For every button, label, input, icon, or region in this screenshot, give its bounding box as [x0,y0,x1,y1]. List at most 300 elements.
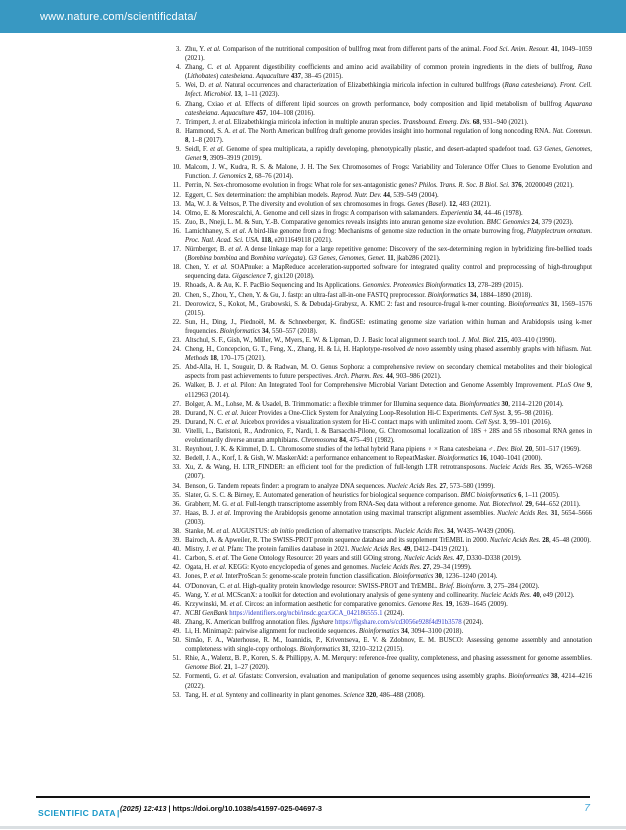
reference-number: 38. [172,527,181,535]
reference-item [168,300,592,318]
volume-number: 3 [487,582,491,590]
italic-text: Bioinformatics [508,673,549,681]
italic-text: Front. Cell. Infect. Microbiol. [185,82,592,99]
reference-number: 12. [172,191,181,199]
italic-text: Bioinformatics [508,300,549,308]
reference-number: 5. [175,82,181,90]
volume-number: 24 [531,218,539,226]
volume-number: 7 [267,273,271,281]
italic-text: de novo [407,346,429,354]
italic-text: et al. [216,527,230,535]
volume-number: 29 [525,500,533,508]
reference-text: Xu, Z. & Wang, H. LTR_FINDER: an efficient tool for the prediction of full-length LTR retrotransposons. Nucleic Acids Res. 35, W265–W268 (2007). [185,464,592,481]
italic-text: et al. [230,500,244,508]
reference-text: Benson, G. Tandem repeats finder: a program to analyze DNA sequences. Nucleic Acids Res. 27, 573–580 (1999). [185,482,495,490]
volume-number: 12 [449,200,456,208]
italic-text: Proc. Natl. Acad. Sci. USA. [185,236,260,244]
italic-text: Science [343,691,365,699]
reference-text: Ma, W. J. & Veltsos, P. The diversity and evolution of sex chromosomes in frogs. Genes (Basel). 12, 483 (2021). [185,200,491,208]
volume-number: 13 [234,91,242,99]
italic-text: et al. [212,564,227,572]
volume-number: 34 [474,209,481,217]
reference-number: 13. [172,200,181,208]
reference-item [168,145,592,163]
reference-item [168,563,592,572]
reference-number: 29. [172,418,181,426]
reference-text: Vitelli, L., Batistoni, R., Andronico, F., Nardi, I. & Barsacchi-Pilone, G. Chromosomal localization of 18S + 28S and 5S ribosomal RNA genes in evolutionarily diverse anuran amphibians. Chromosoma 84, 475–491 (1982). [185,427,592,445]
reference-text: Wei, D. et al. Natural occurrences and characterization of Elizabethkingia miricola infection in cultured bullfrogs (Rana catesbeiana). Front. Cell. Infect. Microbiol. 13, 1–11 (2023). [185,82,592,99]
reference-number: 6. [175,100,181,108]
italic-text: Bombina bombina [187,255,238,263]
reference-number: 23. [172,337,181,344]
italic-text: Bioinformatics [437,455,479,463]
italic-text: et al. [211,591,225,599]
reference-text: Olmo, E. & Morescalchi, A. Genome and cell sizes in frogs: A comparison with salamanders. Experientia 34, 44–46 (1978). [185,209,523,217]
volume-number: 457 [255,109,267,117]
reference-item [168,609,592,618]
volume-number: 376 [511,182,522,190]
reference-number: 18. [172,264,181,272]
reference-number: 32. [172,455,181,463]
volume-number: 27 [439,482,447,490]
bottom-edge-strip [0,826,626,829]
reference-number: 30. [172,427,181,435]
italic-text: Nucleic Acids Res. [394,527,446,535]
volume-number: 118 [261,236,272,244]
volume-number: 16 [479,455,487,463]
reference-item [168,591,592,600]
italic-text: Aquaculture [255,73,290,81]
italic-text: Nat. Methods [185,346,592,363]
volume-number: 34 [446,527,454,535]
reference-item [168,500,592,509]
italic-text: et al. [225,418,239,426]
italic-text: Bioinformatics [427,291,469,299]
volume-number: 34 [261,327,269,335]
italic-text: Genome Res. [407,600,444,608]
citation-volume: (2025) 12:413 [120,804,167,813]
site-url: www.nature.com/scientificdata/ [40,10,198,23]
volume-number: 28 [542,537,550,545]
italic-text: BMC Genomics [486,218,530,226]
reference-text: Hammond, S. A. et al. The North American bullfrog draft genome provides insight into hormonal regulation of long noncoding RNA. Nat. Commun. 8, 1–8 (2017). [185,127,592,144]
italic-text: Nucleic Acids Res. [489,537,541,545]
reference-text: Bairoch, A. & Apweiler, R. The SWISS-PROT protein sequence database and its supplement TrEMBL in 2000. Nucleic Acids Res. 28, 45–48 (2000). [185,537,591,545]
volume-number: 30 [435,573,442,581]
reference-text: Reynhout, J. K. & Kimmel, D. L. Chromosome studies of the lethal hybrid Rana pipiens ♀ × Rana catesbeiana ♂. Dev. Biol. 20, 501–517 (1969). [185,446,581,454]
italic-text: Nucleic Acids Res. [403,555,455,563]
reference-text: Altschul, S. F., Gish, W., Miller, W., Myers, E. W. & Lipman, D. J. Basic local alignment search tool. J. Mol. Biol. 215, 403–410 (1990). [185,337,557,344]
reference-number: 44. [172,582,181,590]
reference-item [168,281,592,290]
italic-text: et al. [225,409,239,417]
reference-item [168,245,592,263]
reference-number: 53. [172,691,181,699]
reference-text: Perrin, N. Sex-chromosome evolution in frogs: What role for sex-antagonistic genes? Philos. Trans. R. Soc. B Biol. Sci. 376, 20200049 (2021). [185,182,574,190]
volume-number: 18 [210,355,217,363]
reference-item [168,191,592,200]
reference-text: Chen, S., Zhou, Y., Chen, Y. & Gu, J. fastp: an ultra-fast all-in-one FASTQ preprocessor. Bioinformatics 34, 1884–1890 (2018). [185,291,533,299]
reference-item [168,100,592,118]
reference-text: Eggert, C. Sex determination: the amphibian models. Reprod. Nutr. Dev. 44, 539–549 (2004). [185,191,439,199]
italic-text: Nucleic Acids Res. [489,464,542,472]
volume-number: 44 [385,373,393,381]
reference-number: 43. [172,573,181,581]
volume-number: 40 [532,591,540,599]
italic-text: et al. [209,573,224,581]
italic-text: NCBI GenBank [185,609,228,617]
reference-item [168,336,592,345]
reference-text: Durand, N. C. et al. Juicebox provides a visualization system for Hi-C contact maps with unlimited zoom. Cell Syst. 3, 99–101 (2016). [185,418,552,426]
italic-text: et al. [217,509,232,517]
reference-text: Seidl, F. et al. Genome of spea multiplicata, a rapidly developing, phenotypically plastic, and desert-adapted spadefoot toad. G3 Genes, Genomes, Genet 9, 3909–3919 (2019). [185,146,592,163]
reference-link[interactable]: https://identifiers.org/ncbi/insdc.gca:GCA_042186555.1 [229,609,383,617]
italic-text: et al. [206,46,221,53]
volume-number: 6 [518,491,522,499]
reference-number: 51. [172,655,181,663]
reference-item [168,400,592,409]
reference-item [168,509,592,527]
volume-number: 31 [550,300,558,308]
reference-number: 20. [172,291,181,299]
reference-text: Zhang, K. American bullfrog annotation files. figshare https://figshare.com/s/cd3056e928f4d91b3578 (2024). [185,618,484,626]
reference-text: Zuo, B., Nneji, L. M. & Sun, Y.-B. Comparative genomics reveals insights into anuran genome size evolution. BMC Genomics 24, 379 (2023). [185,218,574,226]
reference-text: O'Donovan, C. et al. High-quality protein knowledge resource: SWISS-PROT and TrEMBL. Brief. Bioinform. 3, 275–284 (2002). [185,582,540,590]
volume-number: 320 [365,691,377,699]
reference-number: 26. [172,382,181,390]
italic-text: Gigascience [232,273,266,281]
reference-text: Bedell, J. A., Korf, I. & Gish, W. MaskerAid: a performance enhancement to RepeatMasker. Bioinformatics 16, 1040–1041 (2000). [185,455,543,463]
reference-number: 47. [172,609,181,617]
reference-item [168,618,592,627]
reference-number: 15. [172,218,181,226]
journal-name: SCIENTIFIC DATA [38,808,116,818]
italic-text: Rana [577,64,592,72]
italic-text: Aquaculture [220,109,255,117]
reference-text: Cheng, H., Concepcion, G. T., Feng, X., Zhang, H. & Li, H. Haplotype-resolved de novo assembly using phased assembly graphs with hifiasm. Nat. Methods 18, 170–175 (2021). [185,346,592,363]
reference-text: Lamichhaney, S. et al. A bird-like genome from a frog: Mechanisms of genome size reduction in the ornate burrowing frog, Platyplectrum ornatum. Proc. Natl. Acad. Sci. USA. 118, e2011649118 (2021). [185,227,592,244]
italic-text: et al. [212,546,226,554]
reference-text: Nürnberger, B. et al. A dense linkage map for a large repetitive genome: Discovery of the sex-determining region in hybridizing fire-bellied toads (Bombina bombina and Bombina variegata). G3 Genes, Genomes, Genet. 11, jkab286 (2021). [185,246,592,263]
reference-number: 4. [175,64,181,72]
volume-number: 34 [469,291,477,299]
reference-item [168,63,592,81]
reference-number: 7. [175,118,181,126]
reference-text: Deorowicz, S., Kokot, M., Grabowski, S. & Debudaj-Grabysz, A. KMC 2: fast and resource-frugal k-mer counting. Bioinformatics 31, 1569–1576 (2015). [185,300,592,317]
reference-number: 10. [172,164,181,172]
reference-text: Walker, B. J. et al. Pilon: An Integrated Tool for Comprehensive Microbial Variant Detection and Genome Assembly Improvement. PLoS One 9, e112963 (2014). [185,382,592,399]
reference-number: 42. [172,564,181,572]
italic-text: catesbeiana [219,73,253,81]
reference-text: Rhoads, A. & Au, K. F. PacBio Sequencing and Its Applications. Genomics. Proteomics Bioinformatics 13, 278–289 (2015). [185,282,524,290]
italic-text: G3 Genes, Genomes, Genet [185,146,592,163]
reference-text: Sun, H., Ding, J., Piednoël, M. & Schneeberger, K. findGSE: estimating genome size variation within human and Arabidopsis using k-mer frequencies. Bioinformatics 34, 550–557 (2018). [185,318,592,335]
italic-text: Rana catesbeiana [504,82,554,90]
reference-item [168,527,592,536]
italic-text: Bioinformatics [219,327,261,335]
italic-text: et al. [232,127,247,135]
reference-item [168,381,592,399]
reference-text: NCBI GenBank https://identifiers.org/ncbi/insdc.gca:GCA_042186555.1 (2024). [185,609,405,617]
reference-number: 16. [172,227,181,235]
italic-text: Philos. Trans. R. Soc. B Biol. Sci. [418,182,510,190]
italic-text: Arch. Pharm. Res. [334,373,385,381]
italic-text: PLoS One [556,382,585,390]
reference-item [168,554,592,563]
reference-item [168,627,592,636]
italic-text: et al. [229,600,244,608]
reference-item [168,454,592,463]
citation-line [120,804,322,813]
italic-text: figshare [311,618,334,626]
reference-text: Abd-Alla, H. I., Souguir, D. & Radwan, M. O. Genus Sophora: a comprehensive review on secondary chemical metabolites and their biological aspects from past achievements to future perspectives. Arch. Pharm. Res. 44, 903–986 (2021). [185,364,592,381]
italic-text: Nucleic Acids Res. [497,509,549,517]
reference-item [168,45,592,63]
reference-item [168,263,592,281]
reference-text: Carbon, S. et al. The Gene Ontology Resource: 20 years and still GOing strong. Nucleic Acids Res. 47, D330–D338 (2019). [185,555,522,563]
reference-number: 39. [172,537,181,545]
reference-text: Krzywinski, M. et al. Circos: an information aesthetic for comparative genomics. Genome Res. 19, 1639–1645 (2009). [185,600,508,608]
reference-item [168,209,592,218]
volume-number: 31 [550,509,558,517]
italic-text: Genomics. Proteomics Bioinformatics [362,282,466,290]
reference-item [168,572,592,581]
reference-number: 41. [172,555,181,563]
reference-item [168,363,592,381]
reference-item [168,118,592,127]
reference-item [168,318,592,336]
volume-number: 44 [383,191,391,199]
volume-number: 8 [185,136,189,144]
italic-text: Brief. Bioinform. [439,582,486,590]
reference-text: Trimpert, J. et al. Elizabethkingia miricola infection in multiple anuran species. Transbound. Emerg. Dis. 68, 931–940 (2021). [185,118,529,126]
footer-divider [36,796,590,798]
reference-item [168,691,592,700]
volume-number: 47 [456,555,464,563]
italic-text: Food Sci. Anim. Resour. [482,46,550,53]
doi-link[interactable]: https://doi.org/10.1038/s41597-025-04697-3 [172,804,323,813]
reference-item [168,181,592,190]
reference-item [168,654,592,672]
italic-text: Transbound. Emerg. Dis. [402,118,472,126]
reference-item [168,491,592,500]
references-list [168,45,592,785]
reference-number: 50. [172,637,181,645]
reference-number: 35. [172,491,181,499]
italic-text: et al. [210,146,225,154]
reference-text: Malcom, J. W., Kudra, R. S. & Malone, J. H. The Sex Chromosomes of Frogs: Variability and Tolerance Offer Clues to Genome Evolution and Function. J. Genomics 2, 68–76 (2014). [185,164,592,181]
italic-text: Nucleic Acids Res. [370,564,422,572]
reference-text: Chen, Y. et al. SOAPnuke: a MapReduce acceleration-supported software for integrated quality control and preprocessing of high-throughput sequencing data. Gigascience 7, gix120 (2018). [185,264,592,281]
volume-number: 38 [550,673,558,681]
reference-text: Jones, P. et al. InterProScan 5: genome-scale protein function classification. Bioinformatics 30, 1236–1240 (2014). [185,573,498,581]
reference-text: Slater, G. S. C. & Birney, E. Automated generation of heuristics for biological sequence comparison. BMC bioinformatics 6, 1–11 (2005). [185,491,560,499]
volume-number: 27 [422,564,430,572]
volume-number: 13 [467,282,475,290]
reference-text: Li, H. Minimap2: pairwise alignment for nucleotide sequences. Bioinformatics 34, 3094–3100 (2018). [185,628,464,635]
reference-item [168,427,592,445]
reference-item [168,200,592,209]
italic-text: et al. [215,555,230,563]
reference-item [168,545,592,554]
reference-number: 17. [172,246,181,254]
reference-number: 46. [172,600,181,608]
volume-number: 3 [507,409,512,417]
reference-text: Tang, H. et al. Synteny and collinearity in plant genomes. Science 320, 486–488 (2008). [185,691,425,699]
italic-text: et al. [212,264,228,272]
italic-text: Aquarana catesbeiana [185,100,592,117]
italic-text: et al. [210,691,224,699]
reference-number: 21. [172,300,181,308]
italic-text: et al. [222,673,237,681]
italic-text: Nucleic Acids Res. [351,546,402,554]
page-footer [38,803,590,819]
reference-number: 22. [172,318,181,326]
italic-text: Dev. Biol. [496,446,524,454]
italic-text: Experientia [440,209,473,217]
reference-text: Stanke, M. et al. AUGUSTUS: ab initio prediction of alternative transcripts. Nucleic Acids Res. 34, W435–W439 (2006). [185,527,515,535]
italic-text: Nucleic Acids Res. [480,591,532,599]
italic-text: Bioinformatics [393,573,434,581]
reference-text: Durand, N. C. et al. Juicer Provides a One-Click System for Analyzing Loop-Resolution Hi-C Experiments. Cell Syst. 3, 95–98 (2016). [185,409,553,417]
volume-number: 84 [339,437,346,445]
italic-text: Nat. Commun. [552,127,592,135]
italic-text: J. Genomics [212,173,247,181]
italic-text: ab initio [271,527,294,535]
volume-number: 41 [551,46,558,53]
reference-item [168,291,592,300]
reference-text: Zhang, Cxiao et al. Effects of different lipid sources on growth performance, body composition and lipid metabolism of bullfrog Aquarana catesbeiana. Aquaculture 457, 104–108 (2016). [185,100,592,117]
italic-text: Lithobates [187,73,216,81]
volume-number: 3 [502,418,507,426]
volume-number: 437 [290,73,302,81]
reference-item [168,218,592,227]
reference-number: 24. [172,346,181,354]
italic-text: Chromosoma [301,437,338,445]
reference-text: Simão, F. A., Waterhouse, R. M., Ioannidis, P., Kriventseva, E. V. & Zdobnov, E. M. BUSCO: Assessing genome assembly and annotation completeness with single-copy orthologs. Bioinformatics 31, 3210–3212 (2015). [185,637,592,654]
volume-number: 34 [400,628,408,635]
reference-number: 49. [172,628,181,635]
reference-text: Formenti, G. et al. Gfastats: Conversion, evaluation and manipulation of genome sequences using assembly graphs. Bioinformatics 38, 4214–4216 (2022). [185,673,592,690]
reference-item [168,463,592,481]
footer-separator: | [116,808,120,818]
italic-text: BMC bioinformatics [460,491,517,499]
italic-text: Platyplectrum ornatum [526,227,591,235]
reference-number: 11. [172,182,181,190]
volume-number: 20 [525,446,533,454]
reference-number: 9. [175,146,181,154]
reference-text: Wang, Y. et al. MCScanX: a toolkit for detection and evolutionary analysis of gene synteny and collinearity. Nucleic Acids Res. 40, e49 (2012). [185,591,575,599]
reference-text: Rhie, A., Walenz, B. P., Koren, S. & Phillippy, A. M. Merqury: reference-free quality, completeness, and phasing assessment for genome assemblies. Genome Biol. 21, 1–27 (2020). [185,655,592,672]
reference-number: 31. [172,446,181,454]
volume-number: 68 [472,118,480,126]
reference-item [168,600,592,609]
reference-item [168,636,592,654]
italic-text: Bioinformatics [358,628,400,635]
italic-text: Nat. Biotechnol. [479,500,524,508]
reference-item [168,445,592,454]
italic-text: Cell Syst. [480,409,506,417]
reference-link[interactable]: https://figshare.com/s/cd3056e928f4d91b3578 [335,618,462,626]
italic-text: et al. [227,582,241,590]
volume-number: 11 [387,255,394,263]
reference-number: 28. [172,409,181,417]
volume-number: 30 [501,400,509,408]
italic-text: et al. [208,82,223,90]
reference-item [168,345,592,363]
reference-text: Ogata, H. et al. KEGG: Kyoto encyclopedia of genes and genomes. Nucleic Acids Res. 27, 29–34 (1999). [185,564,472,572]
volume-number: 35 [544,464,552,472]
reference-number: 52. [172,673,181,681]
reference-number: 48. [172,618,181,626]
reference-number: 37. [172,509,181,517]
volume-number: 31 [341,646,349,654]
volume-number: 215 [497,337,508,344]
reference-number: 8. [175,127,181,135]
reference-number: 34. [172,482,181,490]
reference-item [168,163,592,181]
italic-text: Genome Biol. [185,664,223,672]
volume-number: 9 [586,382,591,390]
reference-text: Bolger, A. M., Lohse, M. & Usadel, B. Trimmomatic: a flexible trimmer for Illumina sequence data. Bioinformatics 30, 2114–2120 (2014). [185,400,564,408]
reference-item [168,672,592,690]
italic-text: et al. [223,382,238,390]
italic-text: et al. [218,118,232,126]
reference-number: 33. [172,464,181,472]
reference-item [168,482,592,491]
italic-text: G3 Genes, Genomes, Genet. [308,255,386,263]
reference-text: Grabherr, M. G. et al. Full-length transcriptome assembly from RNA-Seq data without a reference genome. Nat. Biotechnol. 29, 644–652 (2011). [185,500,581,508]
reference-text: Zhang, C. et al. Apparent digestibility coefficients and amino acid availability of common protein ingredients in the diets of bullfrog, Rana (Lithobates) catesbeiana. Aquaculture 437, 38–45 (2015). [185,64,592,81]
italic-text: Reprod. Nutr. Dev. [331,191,382,199]
reference-item [168,127,592,145]
reference-item [168,81,592,99]
reference-item [168,418,592,427]
reference-text: Mistry, J. et al. Pfam: The protein families database in 2021. Nucleic Acids Res. 49, D412–D419 (2021). [185,546,469,554]
page-number: 7 [584,802,590,814]
italic-text: Genes (Basel). [407,200,448,208]
italic-text: et al. [226,100,242,108]
reference-item [168,582,592,591]
volume-number: 2 [247,173,252,181]
italic-text: Cell Syst. [475,418,502,426]
reference-item [168,536,592,545]
italic-text: Bioinformatics [299,646,340,654]
site-header-bar [0,0,626,33]
reference-item [168,227,592,245]
reference-text: Haas, B. J. et al. Improving the Arabidopsis genome annotation using maximal transcript alignment assemblies. Nucleic Acids Res. 31, 5654–5666 (2003). [185,509,592,526]
italic-text: Nucleic Acids Res. [387,482,438,490]
italic-text: J. Mol. Biol. [461,337,496,344]
italic-text: Bombina variegata [250,255,303,263]
volume-number: 21 [224,664,231,672]
reference-number: 19. [172,282,181,290]
volume-number: 49 [403,546,411,554]
citation-pipe: | [168,804,171,813]
volume-number: 19 [445,600,453,608]
italic-text: et al. [216,64,232,72]
reference-number: 36. [172,500,181,508]
reference-number: 25. [172,364,181,372]
reference-text: Zhu, Y. et al. Comparison of the nutritional composition of bullfrog meat from different parts of the animal. Food Sci. Anim. Resour. 41, 1049–1059 (2021). [185,46,592,63]
reference-number: 3. [175,46,181,53]
italic-text: et al. [232,227,247,235]
reference-number: 40. [172,546,181,554]
reference-number: 27. [172,400,181,408]
reference-item [168,409,592,418]
italic-text: Bioinformatics [459,400,500,408]
volume-number: 9 [202,155,207,163]
